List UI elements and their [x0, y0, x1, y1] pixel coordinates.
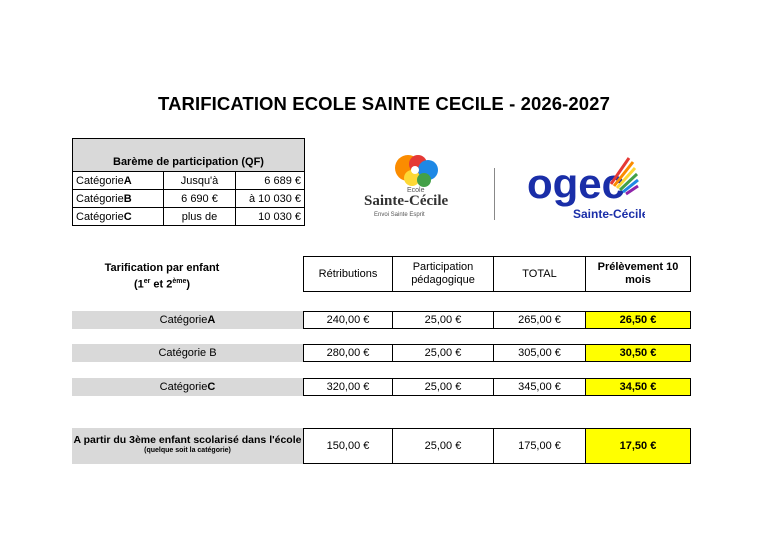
col-header-prelevement: Prélèvement 10 mois [585, 256, 691, 292]
bareme-cat-label: Catégorie [76, 210, 124, 223]
bareme-row-a [73, 172, 304, 190]
cell-participation: 25,00 € [392, 378, 494, 396]
pricing-per-child-line2: (1er et 2ème) [133, 278, 191, 291]
pricing-row-label-c: Catégorie C [72, 378, 303, 396]
bareme-table [72, 138, 305, 226]
pricing-row-label-a: Catégorie A [72, 311, 303, 329]
pricing-row-label-b: Catégorie B [72, 344, 303, 362]
bareme-row-b [73, 190, 304, 208]
third-child-sub: (quelque soit la catégorie) [144, 447, 231, 454]
bareme-amount: 10 030 € [258, 210, 301, 223]
pricing-per-child-label [72, 262, 252, 292]
pricing-row-label-third [72, 428, 303, 464]
cell-retributions: 240,00 € [303, 311, 393, 329]
bareme-header [73, 139, 304, 172]
school-logo-name: Sainte-Cécile [364, 193, 449, 209]
bareme-cond: 6 690 € [164, 190, 236, 207]
cell-prelevement: 34,50 € [585, 378, 691, 396]
cell-participation: 25,00 € [392, 428, 494, 464]
ogec-logo-icon [525, 150, 645, 228]
bareme-cat-letter: A [123, 174, 132, 187]
bareme-amount: 6 689 € [264, 174, 301, 187]
page-title: TARIFICATION ECOLE SAINTE CECILE - 2026-2027 [158, 93, 610, 114]
school-logo-motto: Envoi Sainte Esprit [374, 212, 425, 218]
cell-total: 175,00 € [493, 428, 586, 464]
bareme-amount: à 10 030 € [249, 192, 301, 205]
cell-prelevement: 26,50 € [585, 311, 691, 329]
bareme-cat-letter: B [123, 192, 132, 205]
cell-total: 265,00 € [493, 311, 586, 329]
col-header-retributions: Rétributions [303, 256, 393, 292]
bareme-cat-letter: C [123, 210, 132, 223]
cell-retributions: 280,00 € [303, 344, 393, 362]
pricing-per-child-line1: Tarification par enfant [104, 262, 220, 274]
cell-participation: 25,00 € [392, 344, 494, 362]
bareme-cat-label: Catégorie [76, 192, 124, 205]
cell-prelevement: 30,50 € [585, 344, 691, 362]
bareme-cond: plus de [164, 208, 236, 225]
ogec-logo-name: Sainte-Cécile [573, 207, 645, 221]
col-header-total: TOTAL [493, 256, 586, 292]
cell-retributions: 150,00 € [303, 428, 393, 464]
bareme-cond: Jusqu'à [164, 172, 236, 189]
ogec-logo-word: ogec [527, 160, 626, 207]
cell-retributions: 320,00 € [303, 378, 393, 396]
cell-total: 305,00 € [493, 344, 586, 362]
cell-total: 345,00 € [493, 378, 586, 396]
cell-prelevement: 17,50 € [585, 428, 691, 464]
ogec-logo [525, 150, 645, 228]
cell-participation: 25,00 € [392, 311, 494, 329]
school-logo-icon [360, 152, 480, 222]
school-logo-small: Ecole [407, 187, 425, 194]
logo-divider [494, 168, 495, 220]
col-header-participation: Participation pédagogique [392, 256, 494, 292]
third-child-label: A partir du 3ème enfant scolarisé dans l'école [73, 434, 302, 446]
bareme-row-c [73, 208, 304, 225]
school-logo [360, 152, 480, 222]
bareme-header-text: Barème de participation (QF) [113, 156, 264, 168]
bareme-cat-label: Catégorie [76, 174, 124, 187]
